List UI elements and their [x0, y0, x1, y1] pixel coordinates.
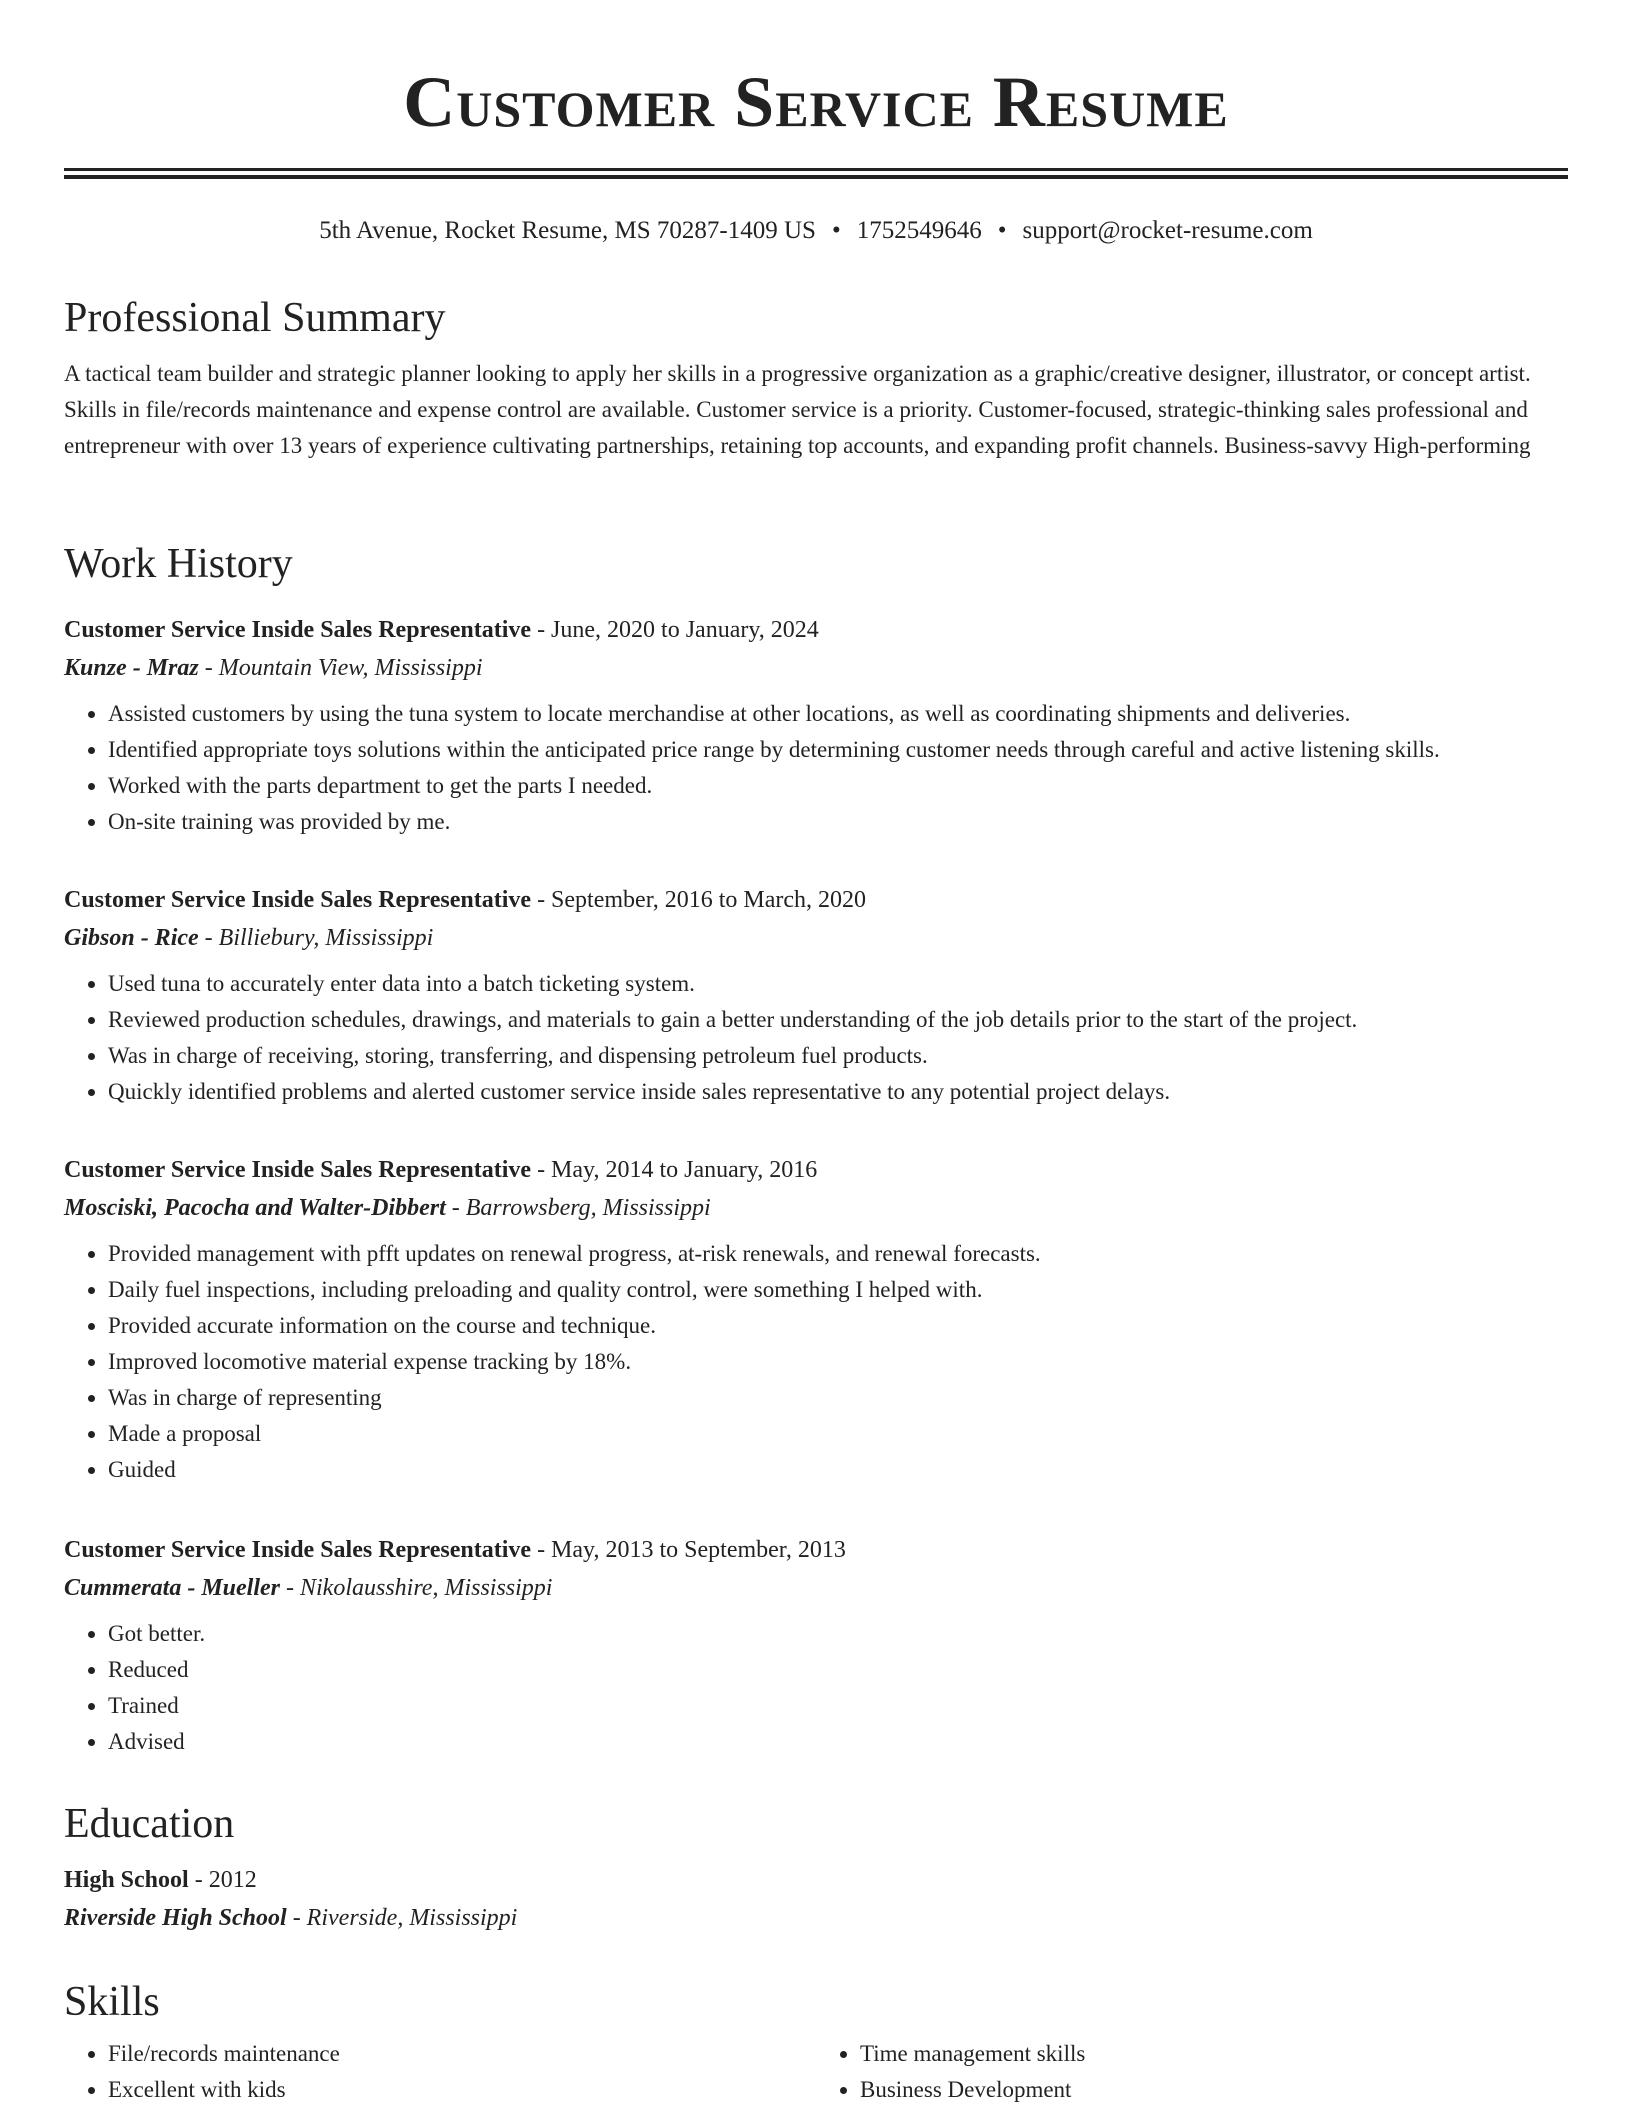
- title-divider-bottom: [64, 175, 1568, 179]
- job-entry: [64, 612, 1568, 840]
- list-item: • Daily fuel inspections, including preloading and quality control, were something I helped with.: [108, 1272, 1568, 1308]
- education-school: Riverside High School: [64, 1905, 287, 1931]
- education-year: - 2012: [188, 1867, 257, 1893]
- job-dates: - May, 2013 to September, 2013: [531, 1537, 846, 1563]
- list-item: • Was in charge of receiving, storing, transferring, and dispensing petroleum fuel products.: [108, 1038, 1568, 1074]
- list-item: • Excellent with kids: [108, 2072, 816, 2108]
- job-bullets: [64, 966, 1568, 1110]
- title-divider-top: [64, 168, 1568, 171]
- job-title: Customer Service Inside Sales Representative: [64, 617, 532, 643]
- list-item: • Made a proposal: [108, 1416, 1568, 1452]
- job-title-line: [64, 1152, 1568, 1188]
- summary-section: [64, 292, 1568, 464]
- job-location: - Barrowsberg, Mississippi: [445, 1195, 711, 1221]
- list-item: • Got better.: [108, 1616, 1568, 1652]
- skills-heading: Skills: [64, 1979, 160, 2025]
- skills-list-left: [64, 2036, 816, 2108]
- list-item: • Used tuna to accurately enter data into a batch ticketing system.: [108, 966, 1568, 1002]
- contact-address: 5th Avenue, Rocket Resume, MS 70287-1409 US: [319, 217, 816, 244]
- education-school-line: [64, 1898, 1568, 1938]
- job-bullets: [64, 1236, 1568, 1488]
- list-item: • Worked with the parts department to get the parts I needed.: [108, 768, 1568, 804]
- list-item: • Reviewed production schedules, drawings, and materials to gain a better understanding of the job details prior to the start of the project.: [108, 1002, 1568, 1038]
- job-title-line: [64, 612, 1568, 648]
- list-item: • Was in charge of representing: [108, 1380, 1568, 1416]
- skills-section: [64, 1976, 1568, 2108]
- summary-text: A tactical team builder and strategic planner looking to apply her skills in a progressive organization as a graphic/creative designer, illustrator, or concept artist. Skills in file/records maintenance and expense control are available. Customer service is a priority. Customer-focused, strategic-thinking sales professional and entrepreneur with over 13 years of experience cultivating partnerships, retaining top accounts, and expanding profit channels. Business-savvy High-performing: [64, 361, 1531, 458]
- education-degree-line: [64, 1862, 1568, 1898]
- job-company: Kunze - Mraz: [64, 655, 199, 681]
- job-entry: [64, 1532, 1568, 1760]
- education-location: - Riverside, Mississippi: [286, 1905, 518, 1931]
- job-title: Customer Service Inside Sales Representative: [64, 887, 532, 913]
- job-bullets: [64, 1616, 1568, 1760]
- list-item: • On-site training was provided by me.: [108, 804, 1568, 840]
- job-company-line: [64, 1188, 1568, 1228]
- job-dates: - September, 2016 to March, 2020: [531, 887, 867, 913]
- job-location: - Billiebury, Mississippi: [198, 925, 434, 951]
- education-degree: High School: [64, 1867, 189, 1893]
- job-dates: - May, 2014 to January, 2016: [531, 1157, 818, 1183]
- list-item: • Improved locomotive material expense tracking by 18%.: [108, 1344, 1568, 1380]
- list-item: • Guided: [108, 1452, 1568, 1488]
- job-location: - Mountain View, Mississippi: [198, 655, 483, 681]
- list-item: • File/records maintenance: [108, 2036, 816, 2072]
- list-item: • Reduced: [108, 1652, 1568, 1688]
- list-item: • Trained: [108, 1688, 1568, 1724]
- job-company: Mosciski, Pacocha and Walter-Dibbert: [64, 1195, 446, 1221]
- list-item: • Business Development: [860, 2072, 1568, 2108]
- job-entry: [64, 882, 1568, 1110]
- job-title-line: [64, 1532, 1568, 1568]
- list-item: • Advised: [108, 1724, 1568, 1760]
- list-item: • Provided management with pfft updates on renewal progress, at-risk renewals, and renewal forecasts.: [108, 1236, 1568, 1272]
- job-title-line: [64, 882, 1568, 918]
- work-history-heading-wrap: [64, 538, 1568, 590]
- job-location: - Nikolausshire, Mississippi: [280, 1575, 553, 1601]
- job-bullets: [64, 696, 1568, 840]
- list-item: • Provided accurate information on the course and technique.: [108, 1308, 1568, 1344]
- job-company-line: [64, 648, 1568, 688]
- skills-list-right: [816, 2036, 1568, 2108]
- contact-line: [64, 214, 1568, 248]
- job-company: Cummerata - Mueller: [64, 1575, 281, 1601]
- job-title: Customer Service Inside Sales Representative: [64, 1537, 532, 1563]
- contact-separator: •: [831, 217, 841, 244]
- job-dates: - June, 2020 to January, 2024: [531, 617, 819, 643]
- list-item: • Time management skills: [860, 2036, 1568, 2072]
- education-section: [64, 1798, 1568, 1938]
- contact-separator: •: [997, 217, 1007, 244]
- job-company-line: [64, 918, 1568, 958]
- job-company-line: [64, 1568, 1568, 1608]
- job-company: Gibson - Rice: [64, 925, 199, 951]
- job-title: Customer Service Inside Sales Representative: [64, 1157, 532, 1183]
- summary-heading: Professional Summary: [64, 295, 446, 341]
- list-item: • Quickly identified problems and alerted customer service inside sales representative to any potential project delays.: [108, 1074, 1568, 1110]
- list-item: • Identified appropriate toys solutions within the anticipated price range by determining customer needs through careful and active listening skills.: [108, 732, 1568, 768]
- contact-email: support@rocket-resume.com: [1022, 217, 1313, 244]
- list-item: • Assisted customers by using the tuna system to locate merchandise at other locations, as well as coordinating shipments and deliveries.: [108, 696, 1568, 732]
- skills-columns: [64, 2036, 1568, 2108]
- resume-title: Customer Service Resume: [403, 62, 1229, 142]
- job-entry: [64, 1152, 1568, 1488]
- work-history-heading: Work History: [64, 541, 293, 587]
- contact-phone: 1752549646: [856, 217, 982, 244]
- education-heading: Education: [64, 1801, 235, 1847]
